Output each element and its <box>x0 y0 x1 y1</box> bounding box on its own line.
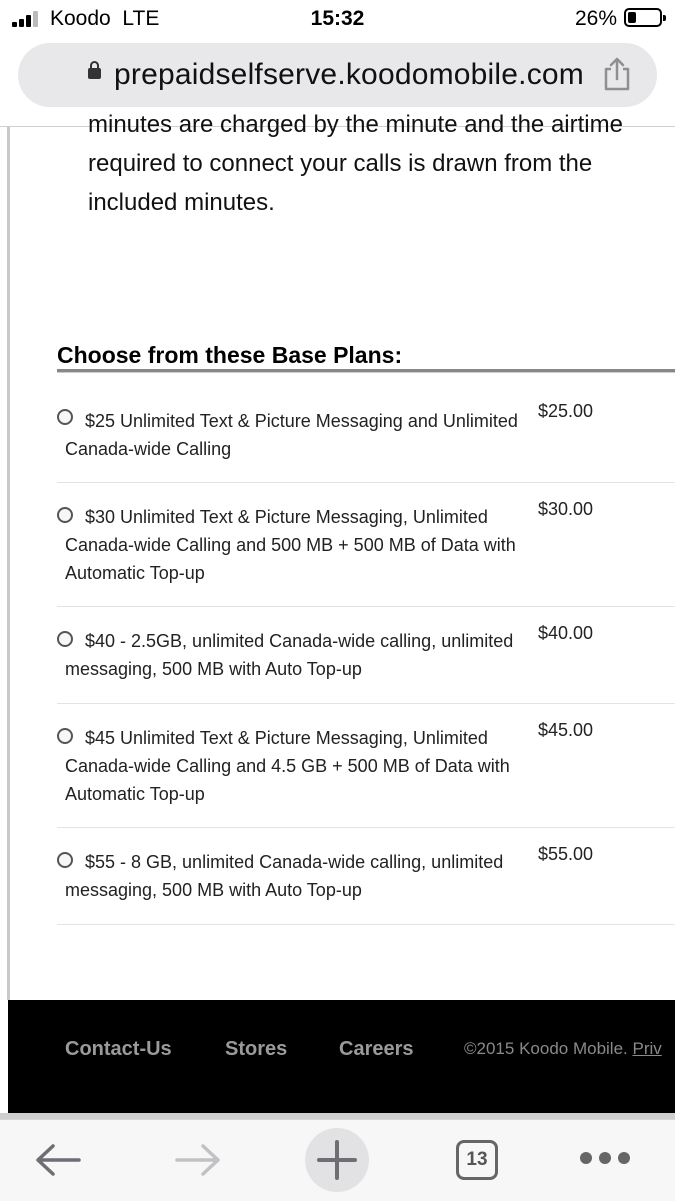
back-arrow-icon[interactable] <box>33 1142 83 1178</box>
plan-price: $45.00 <box>538 720 594 740</box>
plan-price: $30.00 <box>538 499 594 519</box>
plan-description: $40 - 2.5GB, unlimited Canada-wide calling, unlimited messaging, 500 MB with Auto Top-up <box>65 631 514 679</box>
plan-description: $25 Unlimited Text & Picture Messaging and Unlimited Canada-wide Calling <box>65 411 518 459</box>
copyright-text: ©2015 Koodo Mobile. <box>464 1039 628 1058</box>
page-left-border <box>7 127 10 1000</box>
clock: 15:32 <box>310 7 365 30</box>
tabs-icon[interactable]: 13 <box>456 1140 498 1180</box>
intro-text: minutes are charged by the minute and the airtime required to connect your calls is drawn from the included minutes. <box>88 111 623 216</box>
base-plans-title: Choose from these Base Plans: <box>57 342 403 368</box>
lock-icon <box>88 68 101 79</box>
footer-link-careers[interactable]: Careers <box>339 1038 414 1060</box>
plan-price: $55.00 <box>538 844 594 864</box>
url-text[interactable]: prepaidselfserve.koodomobile.com <box>114 58 584 91</box>
plan-description: $30 Unlimited Text & Picture Messaging, Unlimited Canada-wide Calling and 500 MB + 500 MB of Data with Automatic Top-up <box>65 507 516 583</box>
battery-icon <box>624 8 662 27</box>
site-footer <box>8 1000 675 1113</box>
browser-toolbar <box>0 1119 675 1201</box>
footer-link-stores[interactable]: Stores <box>225 1038 288 1060</box>
status-bar <box>0 0 675 38</box>
plan-description: $45 Unlimited Text & Picture Messaging, Unlimited Canada-wide Calling and 4.5 GB + 500 MB of Data with Automatic Top-up <box>65 728 510 804</box>
web-page <box>0 111 675 1000</box>
plan-price: $25.00 <box>538 401 594 421</box>
plus-icon <box>305 1128 369 1192</box>
plan-price: $40.00 <box>538 623 594 643</box>
plan-description: $55 - 8 GB, unlimited Canada-wide calling, unlimited messaging, 500 MB with Auto Top-up <box>65 852 504 900</box>
battery-percent: 26% <box>574 7 617 30</box>
network-type: LTE <box>122 7 160 30</box>
forward-arrow-icon[interactable] <box>173 1142 223 1178</box>
share-icon[interactable] <box>602 57 632 91</box>
privacy-link[interactable]: Priv <box>632 1039 662 1058</box>
footer-link-contact[interactable]: Contact-Us <box>65 1038 172 1060</box>
address-bar[interactable] <box>18 43 657 107</box>
footer-copyright <box>464 1038 662 1060</box>
more-icon[interactable] <box>580 1152 630 1166</box>
new-tab-button[interactable] <box>305 1128 369 1192</box>
battery-level <box>628 12 636 23</box>
carrier-name: Koodo <box>50 7 111 30</box>
